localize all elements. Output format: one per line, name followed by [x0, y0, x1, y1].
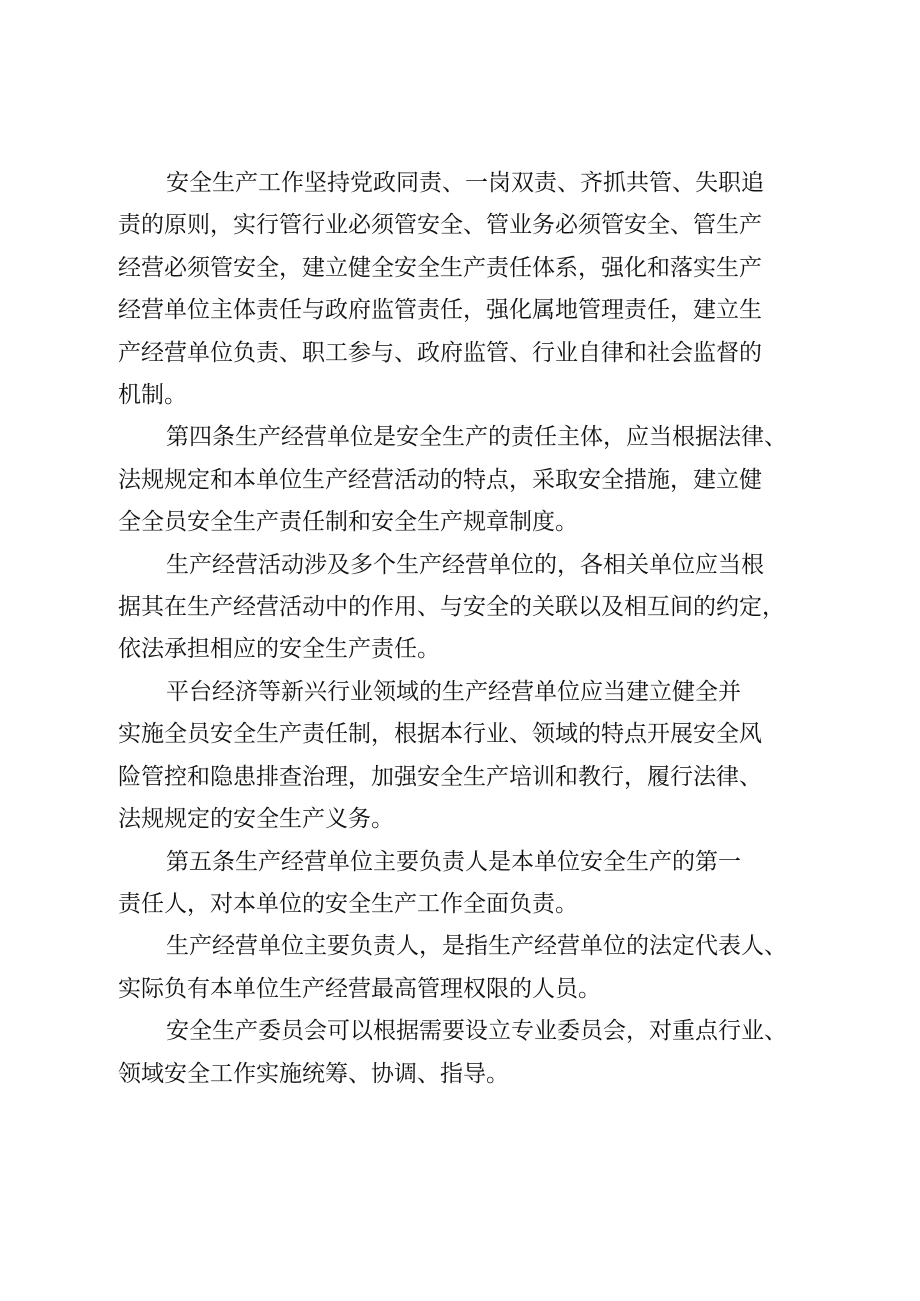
paragraph-7: [118, 1010, 830, 1095]
text-line: 第四条生产经营单位是安全生产的责任主体，应当根据法律、: [166, 424, 787, 451]
paragraph-4: [118, 671, 830, 841]
text-line: 全全员安全生产责任制和安全生产规章制度。: [118, 509, 578, 536]
paragraph-6: [118, 925, 830, 1010]
text-line: 据其在生产经营活动中的作用、与安全的关联以及相互间的约定，: [118, 594, 785, 621]
paragraph-5: [118, 841, 830, 926]
text-line: 依法承担相应的安全生产责任。: [118, 636, 440, 663]
text-line: 生产经营活动涉及多个生产经营单位的，各相关单位应当根: [166, 551, 764, 578]
text-line: 经营单位主体责任与政府监管责任，强化属地管理责任，建立生: [118, 297, 762, 324]
text-line: 安全生产委员会可以根据需要设立专业委员会，对重点行业、: [166, 1018, 787, 1045]
text-line: 生产经营单位主要负责人，是指生产经营单位的法定代表人、: [166, 933, 787, 960]
text-line: 险管控和隐患排查治理，加强安全生产培训和教行，履行法律、: [118, 763, 762, 790]
text-line: 责任人，对本单位的安全生产工作全面负责。: [118, 890, 578, 917]
paragraph-1: [118, 162, 830, 416]
text-line: 法规规定的安全生产义务。: [118, 806, 394, 833]
text-line: 机制。: [118, 382, 187, 409]
paragraph-3: [118, 544, 830, 671]
text-line: 领域安全工作实施统筹、协调、指导。: [118, 1060, 509, 1087]
text-line: 安全生产工作坚持党政同责、一岗双责、齐抓共管、失职追: [166, 170, 764, 196]
text-line: 产经营单位负责、职工参与、政府监管、行业自律和社会监督的: [118, 339, 762, 366]
paragraph-2: [118, 416, 830, 543]
text-line: 实施全员安全生产责任制，根据本行业、领域的特点开展安全风: [118, 721, 762, 748]
text-line: 实际负有本单位生产经营最高管理权限的人员。: [118, 975, 601, 1002]
text-line: 经营必须管安全，建立健全安全生产责任体系，强化和落实生产: [118, 254, 762, 281]
text-line: 法规规定和本单位生产经营活动的特点，采取安全措施，建立健: [118, 466, 762, 493]
text-line: 第五条生产经营单位主要负责人是本单位安全生产的第一: [166, 848, 741, 875]
document-body: [118, 162, 830, 1095]
text-line: 平台经济等新兴行业领域的生产经营单位应当建立健全并: [166, 678, 741, 705]
text-line: 责的原则，实行管行业必须管安全、管业务必须管安全、管生产: [118, 212, 762, 239]
